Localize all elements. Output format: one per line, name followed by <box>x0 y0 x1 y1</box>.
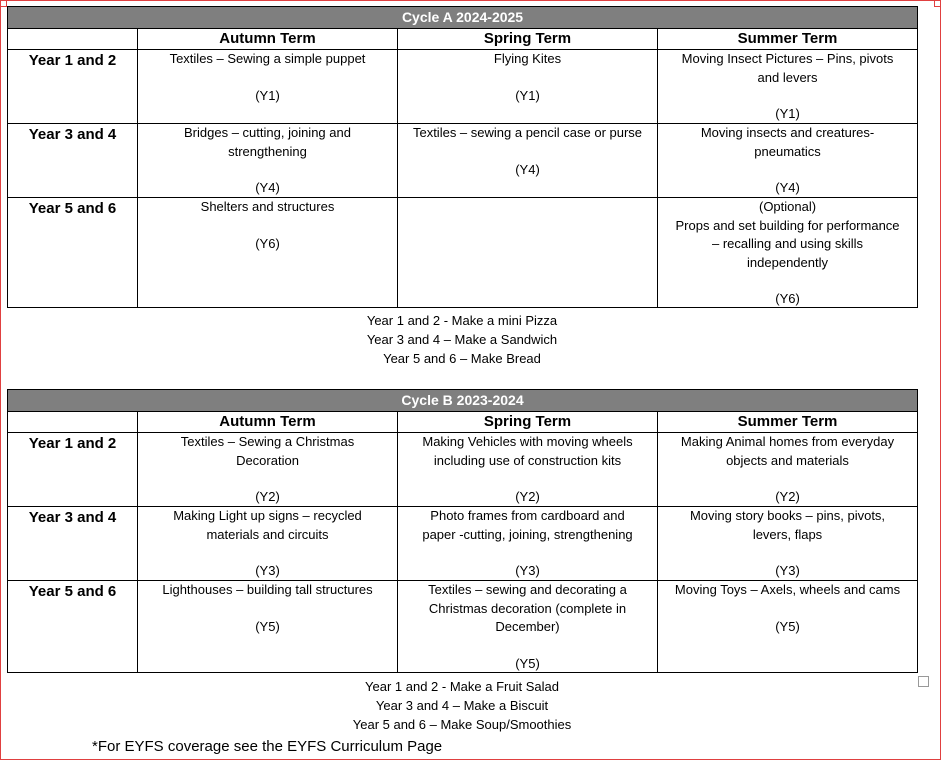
table-row <box>8 507 918 581</box>
cell-text: Making Vehicles with moving wheels <box>422 434 633 449</box>
cell-text: pneumatics <box>754 143 821 159</box>
cell-text: independently <box>747 254 828 270</box>
term-header-summer: Summer Term <box>658 29 918 50</box>
table-row <box>8 433 918 507</box>
cell-text: including use of construction kits <box>433 452 622 468</box>
cycle-a-title: Cycle A 2024-2025 <box>8 7 918 29</box>
cell-spring <box>398 198 658 308</box>
table-row <box>8 50 918 124</box>
cooking-item: Year 5 and 6 – Make Soup/Smoothies <box>352 717 572 732</box>
cell-text: materials and circuits <box>206 526 329 542</box>
cell-text: Textiles – sewing and decorating a <box>428 582 627 597</box>
cell-summer <box>658 581 918 673</box>
year-code: (Y4) <box>255 180 280 195</box>
table-resize-handle[interactable] <box>918 676 929 687</box>
cycle-b-title: Cycle B 2023-2024 <box>8 390 918 412</box>
cell-spring <box>398 124 658 198</box>
year-code: (Y4) <box>515 162 540 177</box>
row-label: Year 1 and 2 <box>8 433 138 507</box>
cooking-item: Year 1 and 2 - Make a Fruit Salad <box>365 679 559 694</box>
row-label: Year 3 and 4 <box>8 124 138 198</box>
year-code: (Y1) <box>515 88 540 103</box>
year-code: (Y5) <box>255 619 280 634</box>
cell-text: objects and materials <box>726 452 849 468</box>
year-code: (Y6) <box>255 236 280 251</box>
year-code: (Y2) <box>255 489 280 504</box>
page-corner-mark <box>934 0 941 7</box>
page-corner-mark <box>0 0 7 7</box>
cell-text: Photo frames from cardboard and <box>430 508 625 523</box>
cell-text: – recalling and using skills <box>712 236 864 251</box>
year-code: (Y1) <box>775 106 800 121</box>
cell-spring <box>398 507 658 581</box>
cell-text: paper -cutting, joining, strengthening <box>422 526 633 542</box>
row-label: Year 3 and 4 <box>8 507 138 581</box>
cooking-item: Year 3 and 4 – Make a Sandwich <box>366 332 558 347</box>
cooking-item: Year 1 and 2 - Make a mini Pizza <box>366 313 558 328</box>
cell-text: Textiles – sewing a pencil case or purse <box>412 125 643 140</box>
row-label: Year 5 and 6 <box>8 581 138 673</box>
cell-text: Textiles – Sewing a Christmas <box>180 434 355 449</box>
cell-text: December) <box>495 619 560 634</box>
eyfs-note: *For EYFS coverage see the EYFS Curriculum Page <box>92 738 443 755</box>
term-header-autumn: Autumn Term <box>138 29 398 50</box>
year-code: (Y2) <box>775 489 800 504</box>
cell-text: and levers <box>757 69 818 85</box>
cell-text: Shelters and structures <box>200 199 335 214</box>
cell-text: Lighthouses – building tall structures <box>162 582 373 597</box>
cell-text: Moving story books – pins, pivots, <box>689 508 886 523</box>
cell-spring <box>398 581 658 673</box>
cell-text: Bridges – cutting, joining and <box>184 125 351 140</box>
cell-summer <box>658 50 918 124</box>
year-code: (Y3) <box>515 563 540 578</box>
cooking-list-a <box>7 311 917 368</box>
empty-header-cell <box>8 29 138 50</box>
cell-text: strengthening <box>228 143 307 159</box>
cell-text: Textiles – Sewing a simple puppet <box>169 51 366 66</box>
year-code: (Y3) <box>255 563 280 578</box>
cell-text: Props and set building for performance <box>675 217 900 233</box>
cell-text: Flying Kites <box>493 51 562 66</box>
cell-summer <box>658 198 918 308</box>
table-row <box>8 124 918 198</box>
cell-autumn <box>138 50 398 124</box>
cooking-item: Year 5 and 6 – Make Bread <box>383 351 541 366</box>
term-header-autumn: Autumn Term <box>138 412 398 433</box>
cycle-a-table <box>7 6 918 308</box>
cooking-list-b <box>7 677 917 734</box>
cooking-item: Year 3 and 4 – Make a Biscuit <box>375 698 549 713</box>
cell-text: Decoration <box>236 452 299 468</box>
cell-spring <box>398 50 658 124</box>
term-header-spring: Spring Term <box>398 412 658 433</box>
cell-text: Making Light up signs – recycled <box>173 508 362 523</box>
cell-summer <box>658 124 918 198</box>
cell-autumn <box>138 433 398 507</box>
term-header-summer: Summer Term <box>658 412 918 433</box>
empty-header-cell <box>8 412 138 433</box>
cell-text: Moving insects and creatures- <box>700 125 875 140</box>
cell-autumn <box>138 507 398 581</box>
cell-text: levers, flaps <box>752 526 823 542</box>
year-code: (Y6) <box>775 291 800 306</box>
table-row <box>8 198 918 308</box>
term-header-spring: Spring Term <box>398 29 658 50</box>
cell-spring <box>398 433 658 507</box>
cycle-b-table <box>7 389 918 673</box>
cell-text: Christmas decoration (complete in <box>428 600 627 616</box>
cell-summer <box>658 507 918 581</box>
year-code: (Y2) <box>515 489 540 504</box>
row-label: Year 1 and 2 <box>8 50 138 124</box>
cell-autumn <box>138 198 398 308</box>
year-code: (Y5) <box>515 656 540 671</box>
year-code: (Y4) <box>775 180 800 195</box>
cell-text: Making Animal homes from everyday <box>680 434 895 449</box>
year-code: (Y1) <box>255 88 280 103</box>
year-code: (Y5) <box>775 619 800 634</box>
cell-text: Moving Insect Pictures – Pins, pivots <box>681 51 894 66</box>
cell-summer <box>658 433 918 507</box>
cell-autumn <box>138 581 398 673</box>
cell-text: Moving Toys – Axels, wheels and cams <box>674 582 901 597</box>
cell-autumn <box>138 124 398 198</box>
row-label: Year 5 and 6 <box>8 198 138 308</box>
year-code: (Y3) <box>775 563 800 578</box>
table-row <box>8 581 918 673</box>
cell-text: (Optional) <box>758 199 817 214</box>
